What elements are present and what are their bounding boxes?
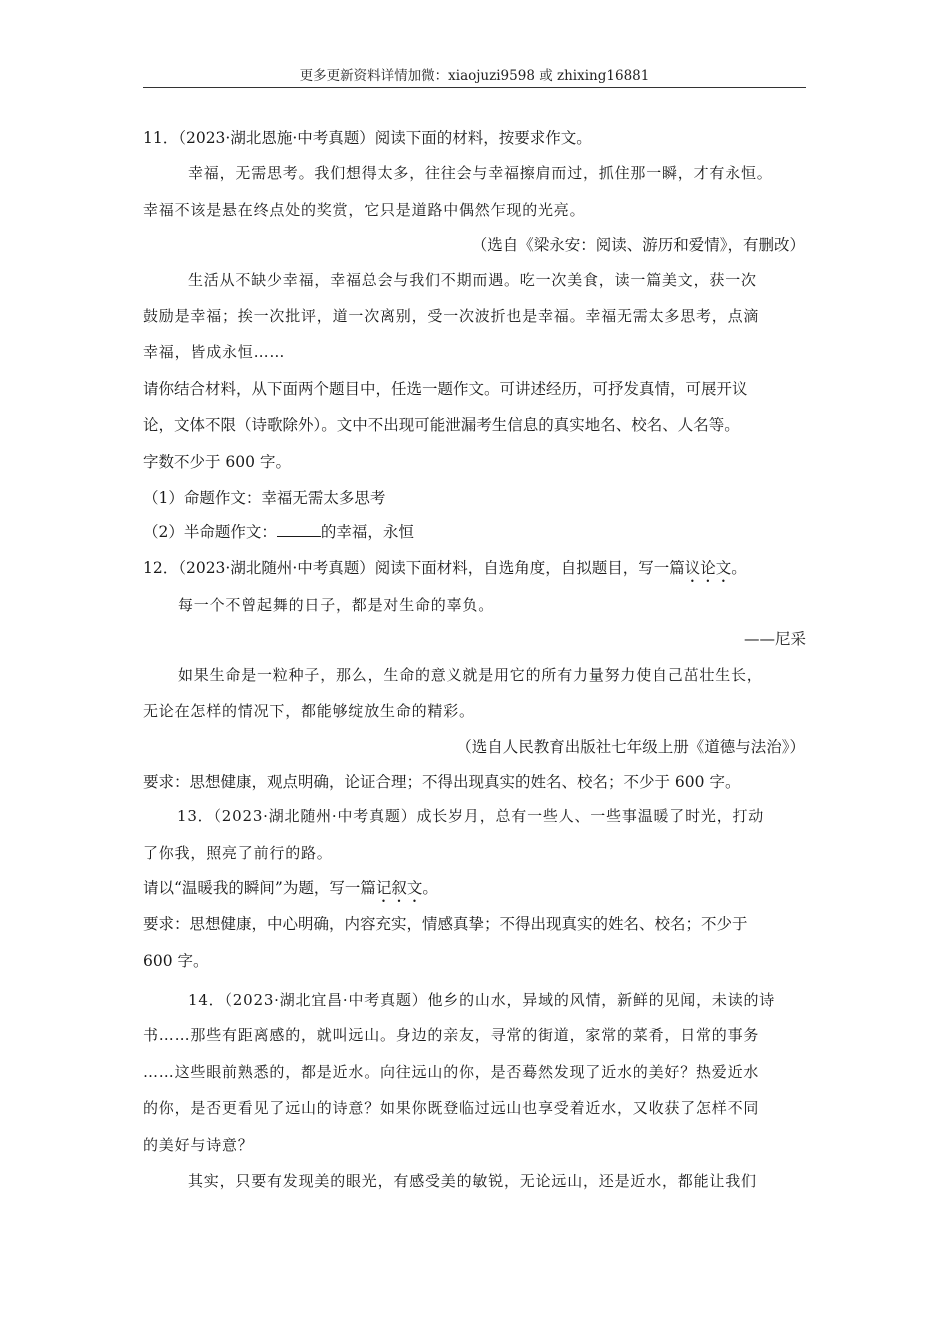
q14-line6: 其实，只要有发现美的眼光，有感受美的敏锐，无论远山，还是近水，都能让我们: [188, 1172, 757, 1190]
header-divider: [143, 87, 806, 88]
q12-title-suffix: 。: [731, 559, 747, 577]
q12-quote: 每一个不曾起舞的日子，都是对生命的辜负。: [178, 596, 495, 614]
q13-line2: 了你我，照亮了前行的路。: [143, 844, 333, 862]
q12-title-prefix: 12．（2023·湖北随州·中考真题）阅读下面材料，自选角度，自拟题目，写一篇: [143, 559, 685, 577]
q13-line1: 13．（2023·湖北随州·中考真题）成长岁月，总有一些人、一些事温暖了时光，打动: [177, 807, 765, 825]
q13-prompt-prefix: 请以“温暖我的瞬间”为题，写一篇: [143, 879, 376, 897]
q11-para-line3: 幸福，皆成永恒……: [143, 343, 286, 361]
q14-line2: 书……那些有距离感的，就叫远山。身边的亲友，寻常的街道，家常的菜肴，日常的事务: [143, 1026, 760, 1044]
fill-in-blank: [277, 521, 321, 537]
q11-material-line2: 幸福不该是悬在终点处的奖赏，它只是道路中偶然乍现的光亮。: [143, 201, 586, 219]
q13-prompt-suffix: 。: [422, 879, 438, 897]
q14-line4: 的你，是否更看见了远山的诗意？如果你既登临过远山也享受着近水，又收获了怎样不同: [143, 1099, 760, 1117]
q11-requirement-line1: 请你结合材料，从下面两个题目中，任选一题作文。可讲述经历，可抒发真情，可展开议: [143, 380, 748, 398]
page-header: 更多更新资料详情加微：xiaojuzi9598 或 zhixing16881: [299, 68, 650, 84]
q12-source: （选自人民教育出版社七年级上册《道德与法治》）: [456, 738, 805, 756]
q11-title: 11．（2023·湖北恩施·中考真题）阅读下面的材料，按要求作文。: [143, 129, 592, 147]
q11-option2-suffix: 的幸福，永恒: [320, 523, 414, 541]
q14-line5: 的美好与诗意？: [143, 1136, 254, 1154]
q12-para-line1: 如果生命是一粒种子，那么，生命的意义就是用它的所有力量努力使自己茁壮生长，: [178, 666, 763, 684]
q12-requirement: 要求：思想健康，观点明确，论证合理；不得出现真实的姓名、校名；不少于 600 字。: [143, 773, 741, 791]
q12-title: [143, 557, 747, 586]
q13-requirement-line1: 要求：思想健康，中心明确，内容充实，情感真挚；不得出现真实的姓名、校名；不少于: [143, 915, 748, 933]
q14-line3: ……这些眼前熟悉的，都是近水。向往远山的你，是否蓦然发现了近水的美好？热爱近水: [143, 1063, 760, 1081]
q13-prompt: [143, 877, 438, 906]
q11-requirement-line3: 字数不少于 600 字。: [143, 453, 291, 471]
q13-requirement-line2: 600 字。: [143, 952, 209, 970]
q12-quote-author: ——尼采: [743, 630, 806, 648]
q11-option2: [143, 521, 414, 543]
q11-material-line1: 幸福，无需思考。我们想得太多，往往会与幸福擦肩而过，抓住那一瞬，才有永恒。: [188, 164, 773, 182]
q14-line1: 14．（2023·湖北宜昌·中考真题）他乡的山水，异域的风情，新鲜的见闻，未读的诗: [188, 991, 776, 1009]
q12-para-line2: 无论在怎样的情况下，都能够绽放生命的精彩。: [143, 702, 475, 720]
q13-prompt-emphasis: 记叙文: [375, 879, 423, 897]
q11-option1: （1）命题作文：幸福无需太多思考: [143, 489, 386, 507]
q11-option2-prefix: （2）半命题作文：: [143, 523, 277, 541]
q12-title-emphasis: 议论文: [684, 559, 732, 577]
q11-requirement-line2: 论，文体不限（诗歌除外）。文中不出现可能泄漏考生信息的真实地名、校名、人名等。: [143, 416, 740, 434]
q11-para-line1: 生活从不缺少幸福，幸福总会与我们不期而遇。吃一次美食，读一篇美文，获一次: [188, 271, 757, 289]
q11-para-line2: 鼓励是幸福；挨一次批评，道一次离别，受一次波折也是幸福。幸福无需太多思考，点滴: [143, 307, 760, 325]
q11-source: （选自《梁永安：阅读、游历和爱情》，有删改）: [471, 236, 805, 254]
